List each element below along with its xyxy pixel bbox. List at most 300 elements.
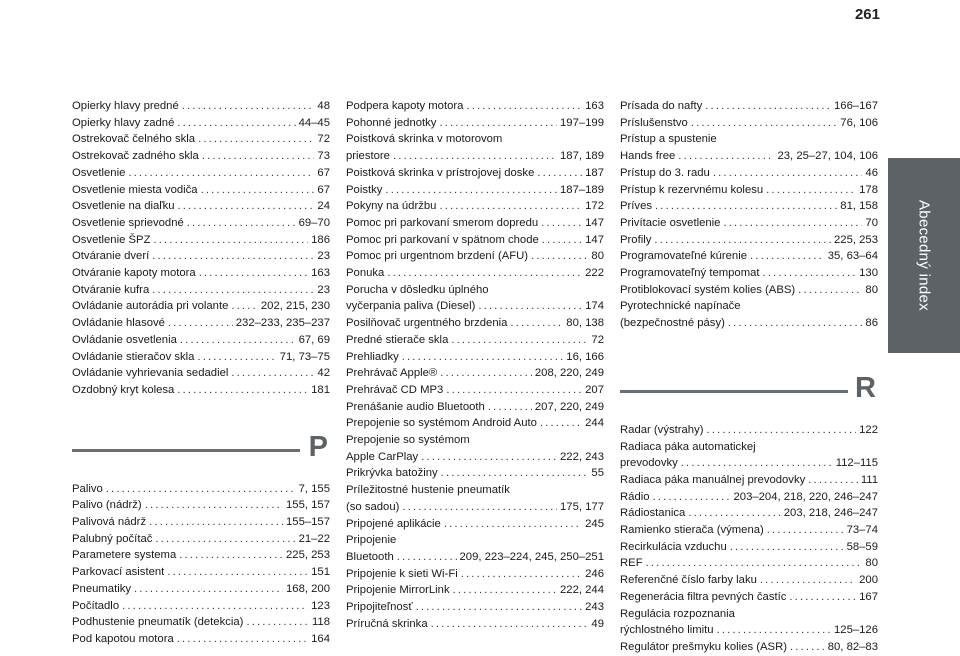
- index-entry: [620, 232, 878, 249]
- entry-term: Opierky hlavy predné: [72, 100, 179, 112]
- index-entry: [620, 439, 878, 472]
- entry-term: Radiaca páka automatickej: [620, 440, 756, 453]
- index-entry: [346, 399, 604, 416]
- entry-term: Pyrotechnické napínače: [620, 300, 741, 313]
- index-entry: [620, 265, 878, 282]
- entry-term: Bluetooth: [346, 550, 394, 563]
- index-entry: [346, 599, 604, 616]
- dot-leader: [153, 232, 308, 249]
- entry-term: Apple CarPlay: [346, 450, 419, 463]
- entry-line: [72, 215, 330, 232]
- dot-leader: [182, 98, 315, 115]
- entry-term: REF: [620, 557, 643, 570]
- index-entry: [620, 539, 878, 556]
- entry-term: Prehrávač Apple®: [346, 367, 438, 380]
- divider-rule: [72, 449, 300, 452]
- dot-leader: [431, 616, 589, 633]
- entry-pages: 187: [585, 166, 604, 179]
- dot-leader: [178, 198, 315, 215]
- entry-term: Počítadlo: [72, 599, 120, 612]
- entry-term: Podhustenie pneumatík (detekcia): [72, 616, 244, 629]
- entry-pages: 225, 253: [834, 233, 878, 246]
- entry-term: Regulátor prešmyku kolies (ASR): [620, 640, 787, 653]
- entry-line: [72, 182, 330, 199]
- entry-term: Prístup a spustenie: [620, 133, 717, 146]
- entry-line: [72, 131, 330, 148]
- entry-term: Osvetlenie miesta vodiča: [72, 183, 198, 196]
- entry-term: Pneumatiky: [72, 582, 132, 595]
- side-tab-label: Abecedný index: [915, 200, 933, 311]
- index-entry: [620, 98, 878, 115]
- dot-leader: [198, 131, 314, 148]
- entry-term: Palivo: [72, 482, 103, 495]
- index-entry: [72, 382, 330, 399]
- entry-term: Poistková skrinka v motorovom: [346, 133, 503, 146]
- entry-term: Posilňovač urgentného brzdenia: [346, 317, 508, 330]
- entry-pages: 163: [311, 267, 330, 280]
- entry-term: (so sadou): [346, 500, 400, 513]
- entry-pages: 23, 25–27, 104, 106: [777, 150, 878, 163]
- entry-pages: 111: [860, 473, 878, 486]
- entry-line: [620, 298, 878, 315]
- index-entry: [72, 581, 330, 598]
- entry-term: Príslušenstvo: [620, 116, 688, 129]
- entry-pages: 197–199: [560, 116, 604, 129]
- entry-pages: 86: [865, 317, 878, 330]
- entry-line: [346, 516, 604, 533]
- entry-pages: 67: [317, 183, 330, 196]
- entry-term: Radar (výstrahy): [620, 423, 704, 436]
- entry-term: Ponuka: [346, 267, 385, 280]
- dot-leader: [134, 581, 283, 598]
- dot-leader: [798, 282, 862, 299]
- entry-term: Regulácia rozpoznania: [620, 607, 735, 620]
- entry-term: Recirkulácia vzduchu: [620, 540, 727, 553]
- entry-pages: 42: [317, 367, 330, 380]
- entry-line: [346, 499, 604, 516]
- entry-line: [72, 232, 330, 249]
- entry-pages: 23: [317, 250, 330, 263]
- entry-pages: 35, 63–64: [827, 250, 878, 263]
- entry-term: rýchlostného limitu: [620, 624, 714, 637]
- dot-leader: [705, 98, 831, 115]
- index-entry: [620, 198, 878, 215]
- index-entry: [346, 315, 604, 332]
- entry-line: [72, 315, 330, 332]
- entry-pages: 202, 215, 230: [260, 300, 330, 313]
- entry-line: [620, 148, 878, 165]
- entry-pages: 76, 106: [840, 116, 878, 129]
- index-entry: [72, 564, 330, 581]
- dot-leader: [681, 455, 833, 472]
- index-entry: [620, 298, 878, 331]
- entry-pages: 181: [311, 383, 330, 396]
- entry-pages: 155–157: [286, 516, 330, 529]
- entry-pages: 200: [859, 574, 878, 587]
- entry-line: [620, 522, 878, 539]
- index-entry: [620, 165, 878, 182]
- entry-line: [346, 616, 604, 633]
- dot-leader: [750, 248, 825, 265]
- entry-term: Príves: [620, 200, 653, 213]
- entry-line: [346, 532, 604, 549]
- entry-line: [346, 415, 604, 432]
- entry-term: Programovateľné kúrenie: [620, 250, 748, 263]
- entry-term: Rádio: [620, 490, 650, 503]
- entry-line: [620, 198, 878, 215]
- dot-leader: [678, 148, 774, 165]
- entry-line: [620, 539, 878, 556]
- entry-pages: 203, 218, 246–247: [783, 507, 878, 520]
- entry-term: Ostrekovač zadného skla: [72, 150, 199, 163]
- entry-pages: 81, 158: [840, 200, 878, 213]
- entry-pages: 166–167: [834, 100, 878, 112]
- entry-line: [620, 639, 878, 656]
- dot-leader: [446, 382, 582, 399]
- index-entry: [72, 148, 330, 165]
- entry-term: Pomoc pri parkovaní smerom dopredu: [346, 216, 539, 229]
- entry-line: [72, 365, 330, 382]
- entry-term: Pomoc pri parkovaní v spätnom chode: [346, 233, 539, 246]
- entry-term: Prístup do 3. radu: [620, 166, 710, 179]
- entry-pages: 187, 189: [560, 150, 604, 163]
- entry-term: Pokyny na údržbu: [346, 200, 437, 213]
- entry-line: [620, 165, 878, 182]
- entry-line: [72, 332, 330, 349]
- entry-line: [346, 282, 604, 299]
- dot-leader: [441, 465, 589, 482]
- entry-pages: 208, 220, 249: [534, 367, 604, 380]
- dot-leader: [542, 232, 582, 249]
- index-entry: [346, 382, 604, 399]
- entry-line: [620, 606, 878, 623]
- entry-line: [72, 248, 330, 265]
- dot-leader: [128, 165, 314, 182]
- entry-pages: 72: [317, 133, 330, 146]
- dot-leader: [201, 182, 315, 199]
- index-entry: [72, 115, 330, 132]
- index-entry: [346, 415, 604, 432]
- entry-term: Prehrávač CD MP3: [346, 383, 444, 396]
- entry-line: [346, 382, 604, 399]
- dot-leader: [155, 531, 295, 548]
- index-entry: [72, 514, 330, 531]
- page-number: 261: [854, 6, 880, 23]
- dot-leader: [730, 539, 844, 556]
- entry-line: [346, 332, 604, 349]
- entry-term: Podpera kapoty motora: [346, 100, 464, 112]
- entry-line: [72, 349, 330, 366]
- dot-leader: [440, 365, 532, 382]
- index-entry: [72, 298, 330, 315]
- entry-line: [620, 215, 878, 232]
- entry-line: [72, 581, 330, 598]
- dot-leader: [167, 564, 308, 581]
- dot-leader: [453, 582, 557, 599]
- index-entry: [72, 98, 330, 115]
- dot-leader: [790, 639, 825, 656]
- index-entry: [620, 522, 878, 539]
- entry-line: [346, 582, 604, 599]
- entry-line: [620, 622, 878, 639]
- dot-leader: [199, 265, 308, 282]
- index-entry: [346, 115, 604, 132]
- entry-pages: 46: [865, 166, 878, 179]
- index-entry: [620, 182, 878, 199]
- index-column-1: [72, 98, 330, 648]
- entry-pages: 23: [317, 283, 330, 296]
- dot-leader: [122, 598, 308, 615]
- entry-pages: 222: [585, 267, 604, 280]
- dot-leader: [177, 382, 308, 399]
- index-entry: [620, 131, 878, 164]
- entry-term: Pohonné jednotky: [346, 116, 437, 129]
- entry-term: Rádiostanica: [620, 507, 686, 520]
- entry-term: Pripojené aplikácie: [346, 517, 441, 530]
- entry-pages: 147: [585, 216, 604, 229]
- entry-term: Osvetlenie na diaľku: [72, 200, 175, 213]
- entry-pages: 174: [585, 300, 604, 313]
- entry-pages: 58–59: [846, 540, 878, 553]
- dot-leader: [654, 232, 831, 249]
- entry-line: [72, 514, 330, 531]
- entry-term: Parkovací asistent: [72, 566, 165, 579]
- entry-term: priestore: [346, 150, 390, 163]
- dot-leader: [231, 298, 258, 315]
- index-entry: [620, 606, 878, 639]
- dot-leader: [179, 547, 283, 564]
- dot-leader: [646, 555, 863, 572]
- index-entry: [620, 472, 878, 489]
- entry-line: [620, 555, 878, 572]
- dot-leader: [728, 315, 863, 332]
- entry-term: Poistková skrinka v prístrojovej doske: [346, 166, 535, 179]
- entry-term: Otváranie kufra: [72, 283, 150, 296]
- entry-term: Osvetlenie sprievodné: [72, 216, 184, 229]
- entry-line: [346, 482, 604, 499]
- index-entry: [346, 349, 604, 366]
- entry-line: [620, 572, 878, 589]
- index-entry: [72, 182, 330, 199]
- entry-term: Prísada do nafty: [620, 100, 703, 112]
- entry-pages: 80, 138: [566, 317, 604, 330]
- entry-term: Poistky: [346, 183, 383, 196]
- entry-term: Profily: [620, 233, 652, 246]
- divider-rule: [620, 390, 848, 393]
- letter-divider: [620, 370, 878, 410]
- entry-term: Referenčné číslo farby laku: [620, 574, 757, 587]
- entry-term: Palubný počítač: [72, 532, 153, 545]
- index-entry: [72, 248, 330, 265]
- entry-pages: 80: [865, 557, 878, 570]
- dot-leader: [767, 522, 844, 539]
- entry-line: [620, 98, 878, 115]
- entry-line: [346, 549, 604, 566]
- entry-pages: 80: [865, 283, 878, 296]
- dot-leader: [540, 415, 582, 432]
- entry-line: [620, 455, 878, 472]
- dot-leader: [421, 449, 557, 466]
- dot-leader: [177, 115, 295, 132]
- dot-leader: [152, 282, 314, 299]
- entry-pages: 130: [859, 267, 878, 280]
- entry-line: [72, 531, 330, 548]
- entry-line: [620, 589, 878, 606]
- entry-line: [620, 422, 878, 439]
- index-entry: [346, 282, 604, 315]
- entry-pages: 167: [859, 590, 878, 603]
- entry-line: [346, 365, 604, 382]
- dot-leader: [149, 514, 283, 531]
- entry-pages: 71, 73–75: [279, 350, 330, 363]
- dot-leader: [439, 115, 557, 132]
- index-entry: [72, 198, 330, 215]
- index-entry: [72, 481, 330, 498]
- entry-term: Ovládanie stieračov skla: [72, 350, 195, 363]
- entry-pages: 73–74: [846, 524, 878, 537]
- dot-leader: [197, 349, 276, 366]
- dot-leader: [510, 315, 563, 332]
- index-entry: [72, 497, 330, 514]
- entry-pages: 70: [865, 216, 878, 229]
- dot-leader: [763, 265, 857, 282]
- entry-term: Prepojenie so systémom: [346, 434, 470, 447]
- index-entry: [346, 182, 604, 199]
- dot-leader: [180, 332, 296, 349]
- entry-term: vyčerpania paliva (Diesel): [346, 300, 476, 313]
- entry-line: [346, 165, 604, 182]
- entry-pages: 187–189: [560, 183, 604, 196]
- entry-line: [72, 282, 330, 299]
- index-entry: [346, 432, 604, 465]
- entry-term: Porucha v dôsledku úplného: [346, 283, 489, 296]
- entry-line: [620, 489, 878, 506]
- entry-line: [346, 449, 604, 466]
- entry-line: [620, 282, 878, 299]
- entry-line: [346, 148, 604, 165]
- entry-pages: 225, 253: [286, 549, 330, 562]
- entry-term: Prenášanie audio Bluetooth: [346, 400, 485, 413]
- index-entry: [72, 332, 330, 349]
- index-entry: [72, 165, 330, 182]
- index-entry: [72, 265, 330, 282]
- entry-term: Pripojiteľnosť: [346, 601, 413, 614]
- entry-line: [620, 439, 878, 456]
- entry-line: [620, 182, 878, 199]
- index-entry: [346, 248, 604, 265]
- entry-term: Hands free: [620, 150, 676, 163]
- entry-line: [72, 631, 330, 648]
- dot-leader: [402, 499, 557, 516]
- entry-term: Protiblokovací systém kolies (ABS): [620, 283, 796, 296]
- entry-line: [346, 298, 604, 315]
- entry-line: [346, 215, 604, 232]
- entry-line: [620, 131, 878, 148]
- entry-term: prevodovky: [620, 457, 678, 470]
- entry-line: [346, 349, 604, 366]
- index-entry: [620, 422, 878, 439]
- entry-pages: 67, 69: [298, 333, 330, 346]
- dot-leader: [478, 298, 582, 315]
- dot-leader: [537, 165, 582, 182]
- index-entry: [72, 631, 330, 648]
- entry-line: [346, 432, 604, 449]
- entry-line: [346, 465, 604, 482]
- entry-term: Regenerácia filtra pevných častíc: [620, 590, 787, 603]
- entry-pages: 80: [591, 250, 604, 263]
- entry-pages: 244: [585, 417, 604, 430]
- entry-pages: 67: [317, 166, 330, 179]
- entry-line: [346, 265, 604, 282]
- entry-line: [72, 198, 330, 215]
- entry-term: Programovateľný tempomat: [620, 267, 760, 280]
- entry-term: Opierky hlavy zadné: [72, 116, 175, 129]
- index-entry: [346, 98, 604, 115]
- entry-line: [346, 248, 604, 265]
- entry-pages: 203–204, 218, 220, 246–247: [733, 490, 878, 503]
- index-entry: [72, 349, 330, 366]
- entry-term: Prepojenie so systémom Android Auto: [346, 417, 537, 430]
- entry-pages: 243: [585, 601, 604, 614]
- dot-leader: [444, 516, 582, 533]
- entry-term: Prikrývka batožiny: [346, 467, 438, 480]
- entry-pages: 69–70: [298, 216, 330, 229]
- index-entry: [346, 532, 604, 565]
- entry-term: Pod kapotou motora: [72, 632, 174, 645]
- dot-leader: [789, 589, 856, 606]
- section-letter: R: [855, 371, 876, 404]
- entry-pages: 147: [585, 233, 604, 246]
- index-entry: [346, 465, 604, 482]
- index-entry: [620, 489, 878, 506]
- entry-term: Radiaca páka manuálnej prevodovky: [620, 473, 806, 486]
- entry-pages: 164: [311, 632, 330, 645]
- index-entry: [620, 505, 878, 522]
- dot-leader: [723, 215, 862, 232]
- index-entry: [72, 215, 330, 232]
- dot-leader: [393, 148, 557, 165]
- index-entry: [72, 614, 330, 631]
- dot-leader: [385, 182, 557, 199]
- index-entry: [346, 165, 604, 182]
- entry-line: [620, 248, 878, 265]
- entry-line: [72, 115, 330, 132]
- index-column-2: [346, 98, 604, 633]
- entry-pages: 172: [585, 200, 604, 213]
- index-entry: [620, 115, 878, 132]
- index-entry: [620, 282, 878, 299]
- index-entry: [346, 265, 604, 282]
- dot-leader: [402, 349, 564, 366]
- entry-term: (bezpečnostné pásy): [620, 317, 725, 330]
- entry-term: Palivová nádrž: [72, 516, 147, 529]
- entry-pages: 21–22: [298, 532, 330, 545]
- entry-term: Ostrekovač čelného skla: [72, 133, 196, 146]
- dot-leader: [713, 165, 863, 182]
- entry-line: [72, 497, 330, 514]
- entry-term: Pripojenie: [346, 534, 397, 547]
- index-entry: [346, 516, 604, 533]
- entry-term: Pomoc pri urgentnom brzdení (AFU): [346, 250, 529, 263]
- dot-leader: [688, 505, 780, 522]
- entry-line: [346, 198, 604, 215]
- dot-leader: [691, 115, 837, 132]
- dot-leader: [246, 614, 309, 631]
- entry-line: [72, 165, 330, 182]
- entry-line: [620, 472, 878, 489]
- entry-term: Privítacie osvetlenie: [620, 216, 721, 229]
- section-letter: P: [308, 430, 328, 463]
